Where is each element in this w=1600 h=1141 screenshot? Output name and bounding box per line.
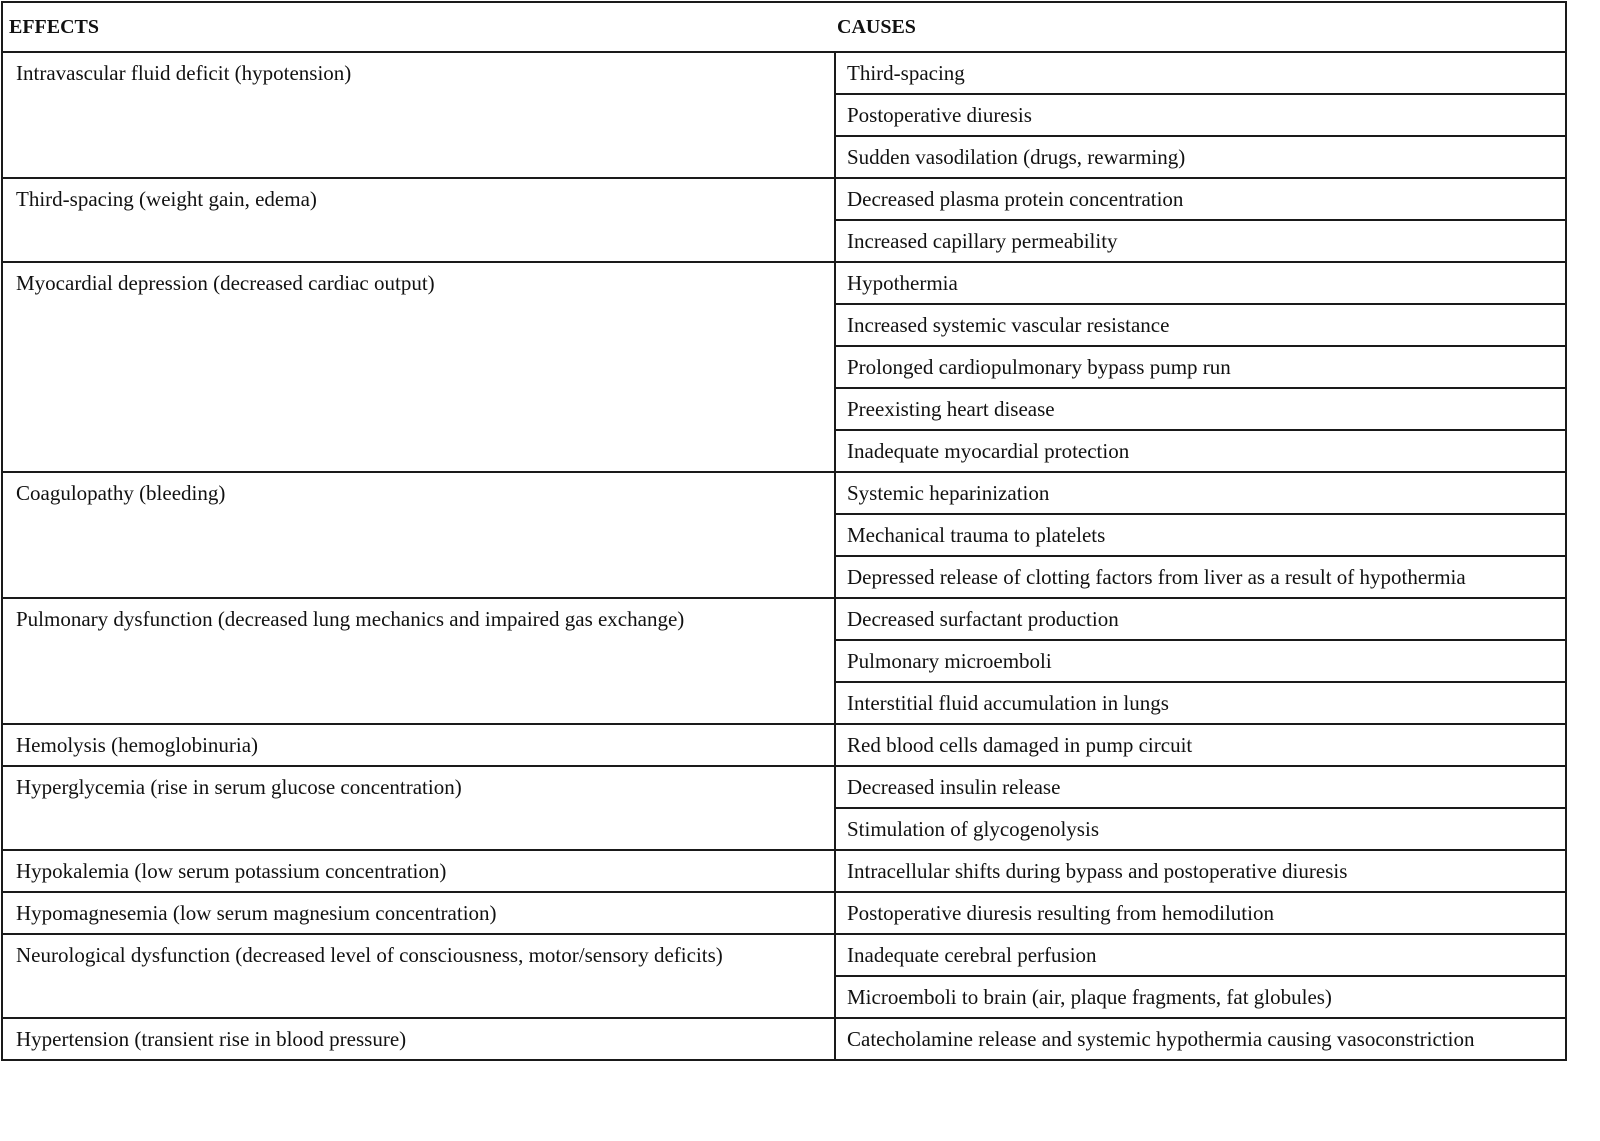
cause-cell: Catecholamine release and systemic hypothermia causing vasoconstriction [835,1018,1566,1060]
cause-cell: Decreased surfactant production [835,598,1566,640]
table-row [2,850,1566,892]
cause-cell: Hypothermia [835,262,1566,304]
table-body [2,52,1566,1060]
cause-cell: Postoperative diuresis [835,94,1566,136]
effect-cell: Neurological dysfunction (decreased level of consciousness, motor/sensory deficits) [2,934,835,1018]
cause-cell: Intracellular shifts during bypass and postoperative diuresis [835,850,1566,892]
table-row [2,724,1566,766]
table-row [2,1018,1566,1060]
table-row [2,52,1566,94]
header-effects: EFFECTS [2,2,835,52]
cause-cell: Systemic heparinization [835,472,1566,514]
cause-cell: Decreased insulin release [835,766,1566,808]
cause-cell: Prolonged cardiopulmonary bypass pump run [835,346,1566,388]
effect-cell: Pulmonary dysfunction (decreased lung mechanics and impaired gas exchange) [2,598,835,724]
cause-cell: Increased systemic vascular resistance [835,304,1566,346]
cause-cell: Pulmonary microemboli [835,640,1566,682]
effect-cell: Hypomagnesemia (low serum magnesium concentration) [2,892,835,934]
table-header [2,2,1566,52]
header-row [2,2,1566,52]
cause-cell: Postoperative diuresis resulting from hemodilution [835,892,1566,934]
effect-cell: Hypokalemia (low serum potassium concentration) [2,850,835,892]
cause-cell: Red blood cells damaged in pump circuit [835,724,1566,766]
table-row [2,892,1566,934]
cause-cell: Depressed release of clotting factors from liver as a result of hypothermia [835,556,1566,598]
table-row [2,472,1566,514]
effect-cell: Third-spacing (weight gain, edema) [2,178,835,262]
header-causes: CAUSES [835,2,1566,52]
table-row [2,178,1566,220]
cause-cell: Inadequate cerebral perfusion [835,934,1566,976]
cause-cell: Mechanical trauma to platelets [835,514,1566,556]
effect-cell: Coagulopathy (bleeding) [2,472,835,598]
effect-cell: Hyperglycemia (rise in serum glucose concentration) [2,766,835,850]
cause-cell: Sudden vasodilation (drugs, rewarming) [835,136,1566,178]
table-row [2,262,1566,304]
table-row [2,598,1566,640]
cause-cell: Preexisting heart disease [835,388,1566,430]
table-row [2,934,1566,976]
cause-cell: Interstitial fluid accumulation in lungs [835,682,1566,724]
cause-cell: Microemboli to brain (air, plaque fragments, fat globules) [835,976,1566,1018]
effect-cell: Intravascular fluid deficit (hypotension) [2,52,835,178]
cause-cell: Third-spacing [835,52,1566,94]
cause-cell: Stimulation of glycogenolysis [835,808,1566,850]
cause-cell: Decreased plasma protein concentration [835,178,1566,220]
effects-causes-table [1,1,1567,1061]
cause-cell: Increased capillary permeability [835,220,1566,262]
effect-cell: Hypertension (transient rise in blood pressure) [2,1018,835,1060]
effect-cell: Myocardial depression (decreased cardiac output) [2,262,835,472]
effect-cell: Hemolysis (hemoglobinuria) [2,724,835,766]
table-row [2,766,1566,808]
cause-cell: Inadequate myocardial protection [835,430,1566,472]
